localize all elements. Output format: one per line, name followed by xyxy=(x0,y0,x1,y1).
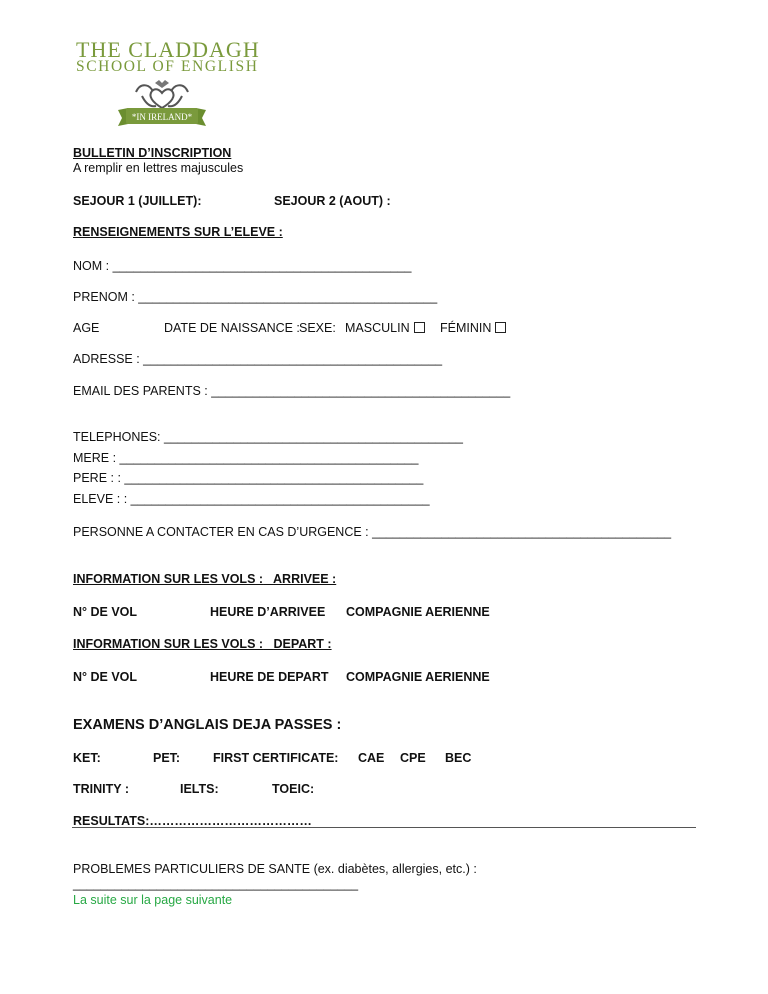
feminin-label: FÉMININ xyxy=(440,321,492,335)
health-problems-field[interactable]: _________________________________________ xyxy=(73,877,359,891)
mere-phone-field[interactable]: MERE : ___________________________________________ xyxy=(73,451,419,465)
telephones-field[interactable]: TELEPHONES: ___________________________________________ xyxy=(73,430,463,444)
health-problems-label: PROBLEMES PARTICULIERS DE SANTE (ex. diabètes, allergies, etc.) : xyxy=(73,862,477,876)
exam-pet[interactable]: PET: xyxy=(153,751,181,765)
exam-cae[interactable]: CAE xyxy=(358,751,385,765)
flights-arrival-label: INFORMATION SUR LES VOLS : xyxy=(73,572,264,586)
flights-departure-label: INFORMATION SUR LES VOLS : xyxy=(73,637,264,651)
logo-subtitle: SCHOOL OF ENGLISH xyxy=(76,58,259,75)
masculin-label: MASCULIN xyxy=(345,321,410,335)
email-parents-field[interactable]: EMAIL DES PARENTS : ___________________________________________ xyxy=(73,384,511,398)
pere-phone-field[interactable]: PERE : : ___________________________________________ xyxy=(73,471,424,485)
masculin-option[interactable] xyxy=(345,321,425,335)
eleve-phone-field[interactable]: ELEVE : : ___________________________________________ xyxy=(73,492,430,506)
departure-airline-label[interactable]: COMPAGNIE AERIENNE xyxy=(346,670,490,684)
form-title: BULLETIN D’INSCRIPTION xyxy=(73,146,232,160)
urgence-contact-field[interactable]: PERSONNE A CONTACTER EN CAS D’URGENCE : ___________________________________________ xyxy=(73,525,672,539)
claddagh-logo-icon xyxy=(114,78,210,130)
arrival-flight-number-label[interactable]: N° DE VOL xyxy=(73,605,138,619)
nom-field[interactable]: NOM : ___________________________________________ xyxy=(73,259,412,273)
sejour-1-label: SEJOUR 1 (JUILLET): xyxy=(73,194,202,208)
flights-arrival-heading xyxy=(73,572,336,586)
logo-title: THE CLADDAGH xyxy=(76,37,260,62)
exam-ket[interactable]: KET: xyxy=(73,751,101,765)
flights-departure-word: DEPART : xyxy=(273,637,332,651)
resultats-field[interactable]: RESULTATS:………………………………… xyxy=(73,814,312,828)
exam-bec[interactable]: BEC xyxy=(445,751,472,765)
arrival-airline-label[interactable]: COMPAGNIE AERIENNE xyxy=(346,605,490,619)
divider-line xyxy=(72,827,696,828)
sexe-label: SEXE: xyxy=(299,321,336,335)
form-subtitle: A remplir en lettres majuscules xyxy=(73,161,244,175)
exam-trinity[interactable]: TRINITY : xyxy=(73,782,130,796)
departure-flight-number-label[interactable]: N° DE VOL xyxy=(73,670,138,684)
continue-next-page-note: La suite sur la page suivante xyxy=(73,893,233,907)
exam-first-certificate[interactable]: FIRST CERTIFICATE: xyxy=(213,751,339,765)
exam-ielts[interactable]: IELTS: xyxy=(180,782,219,796)
student-section-heading: RENSEIGNEMENTS SUR L’ELEVE : xyxy=(73,225,283,239)
logo-banner-text: *IN IRELAND* xyxy=(131,112,193,122)
sejour-2-label: SEJOUR 2 (AOUT) : xyxy=(274,194,391,208)
prenom-field[interactable]: PRENOM : ___________________________________________ xyxy=(73,290,438,304)
date-naissance-label[interactable]: DATE DE NAISSANCE : xyxy=(164,321,300,335)
flights-arrival-word: ARRIVEE : xyxy=(273,572,337,586)
exams-heading: EXAMENS D’ANGLAIS DEJA PASSES : xyxy=(73,717,342,733)
flights-departure-heading xyxy=(73,637,332,651)
age-label[interactable]: AGE xyxy=(73,321,100,335)
adresse-field[interactable]: ADRESSE : ___________________________________________ xyxy=(73,352,443,366)
feminin-option[interactable] xyxy=(440,321,506,335)
masculin-checkbox[interactable] xyxy=(414,322,425,333)
feminin-checkbox[interactable] xyxy=(495,322,506,333)
departure-time-label[interactable]: HEURE DE DEPART xyxy=(210,670,329,684)
arrival-time-label[interactable]: HEURE D’ARRIVEE xyxy=(210,605,326,619)
exam-cpe[interactable]: CPE xyxy=(400,751,426,765)
exam-toeic[interactable]: TOEIC: xyxy=(272,782,315,796)
